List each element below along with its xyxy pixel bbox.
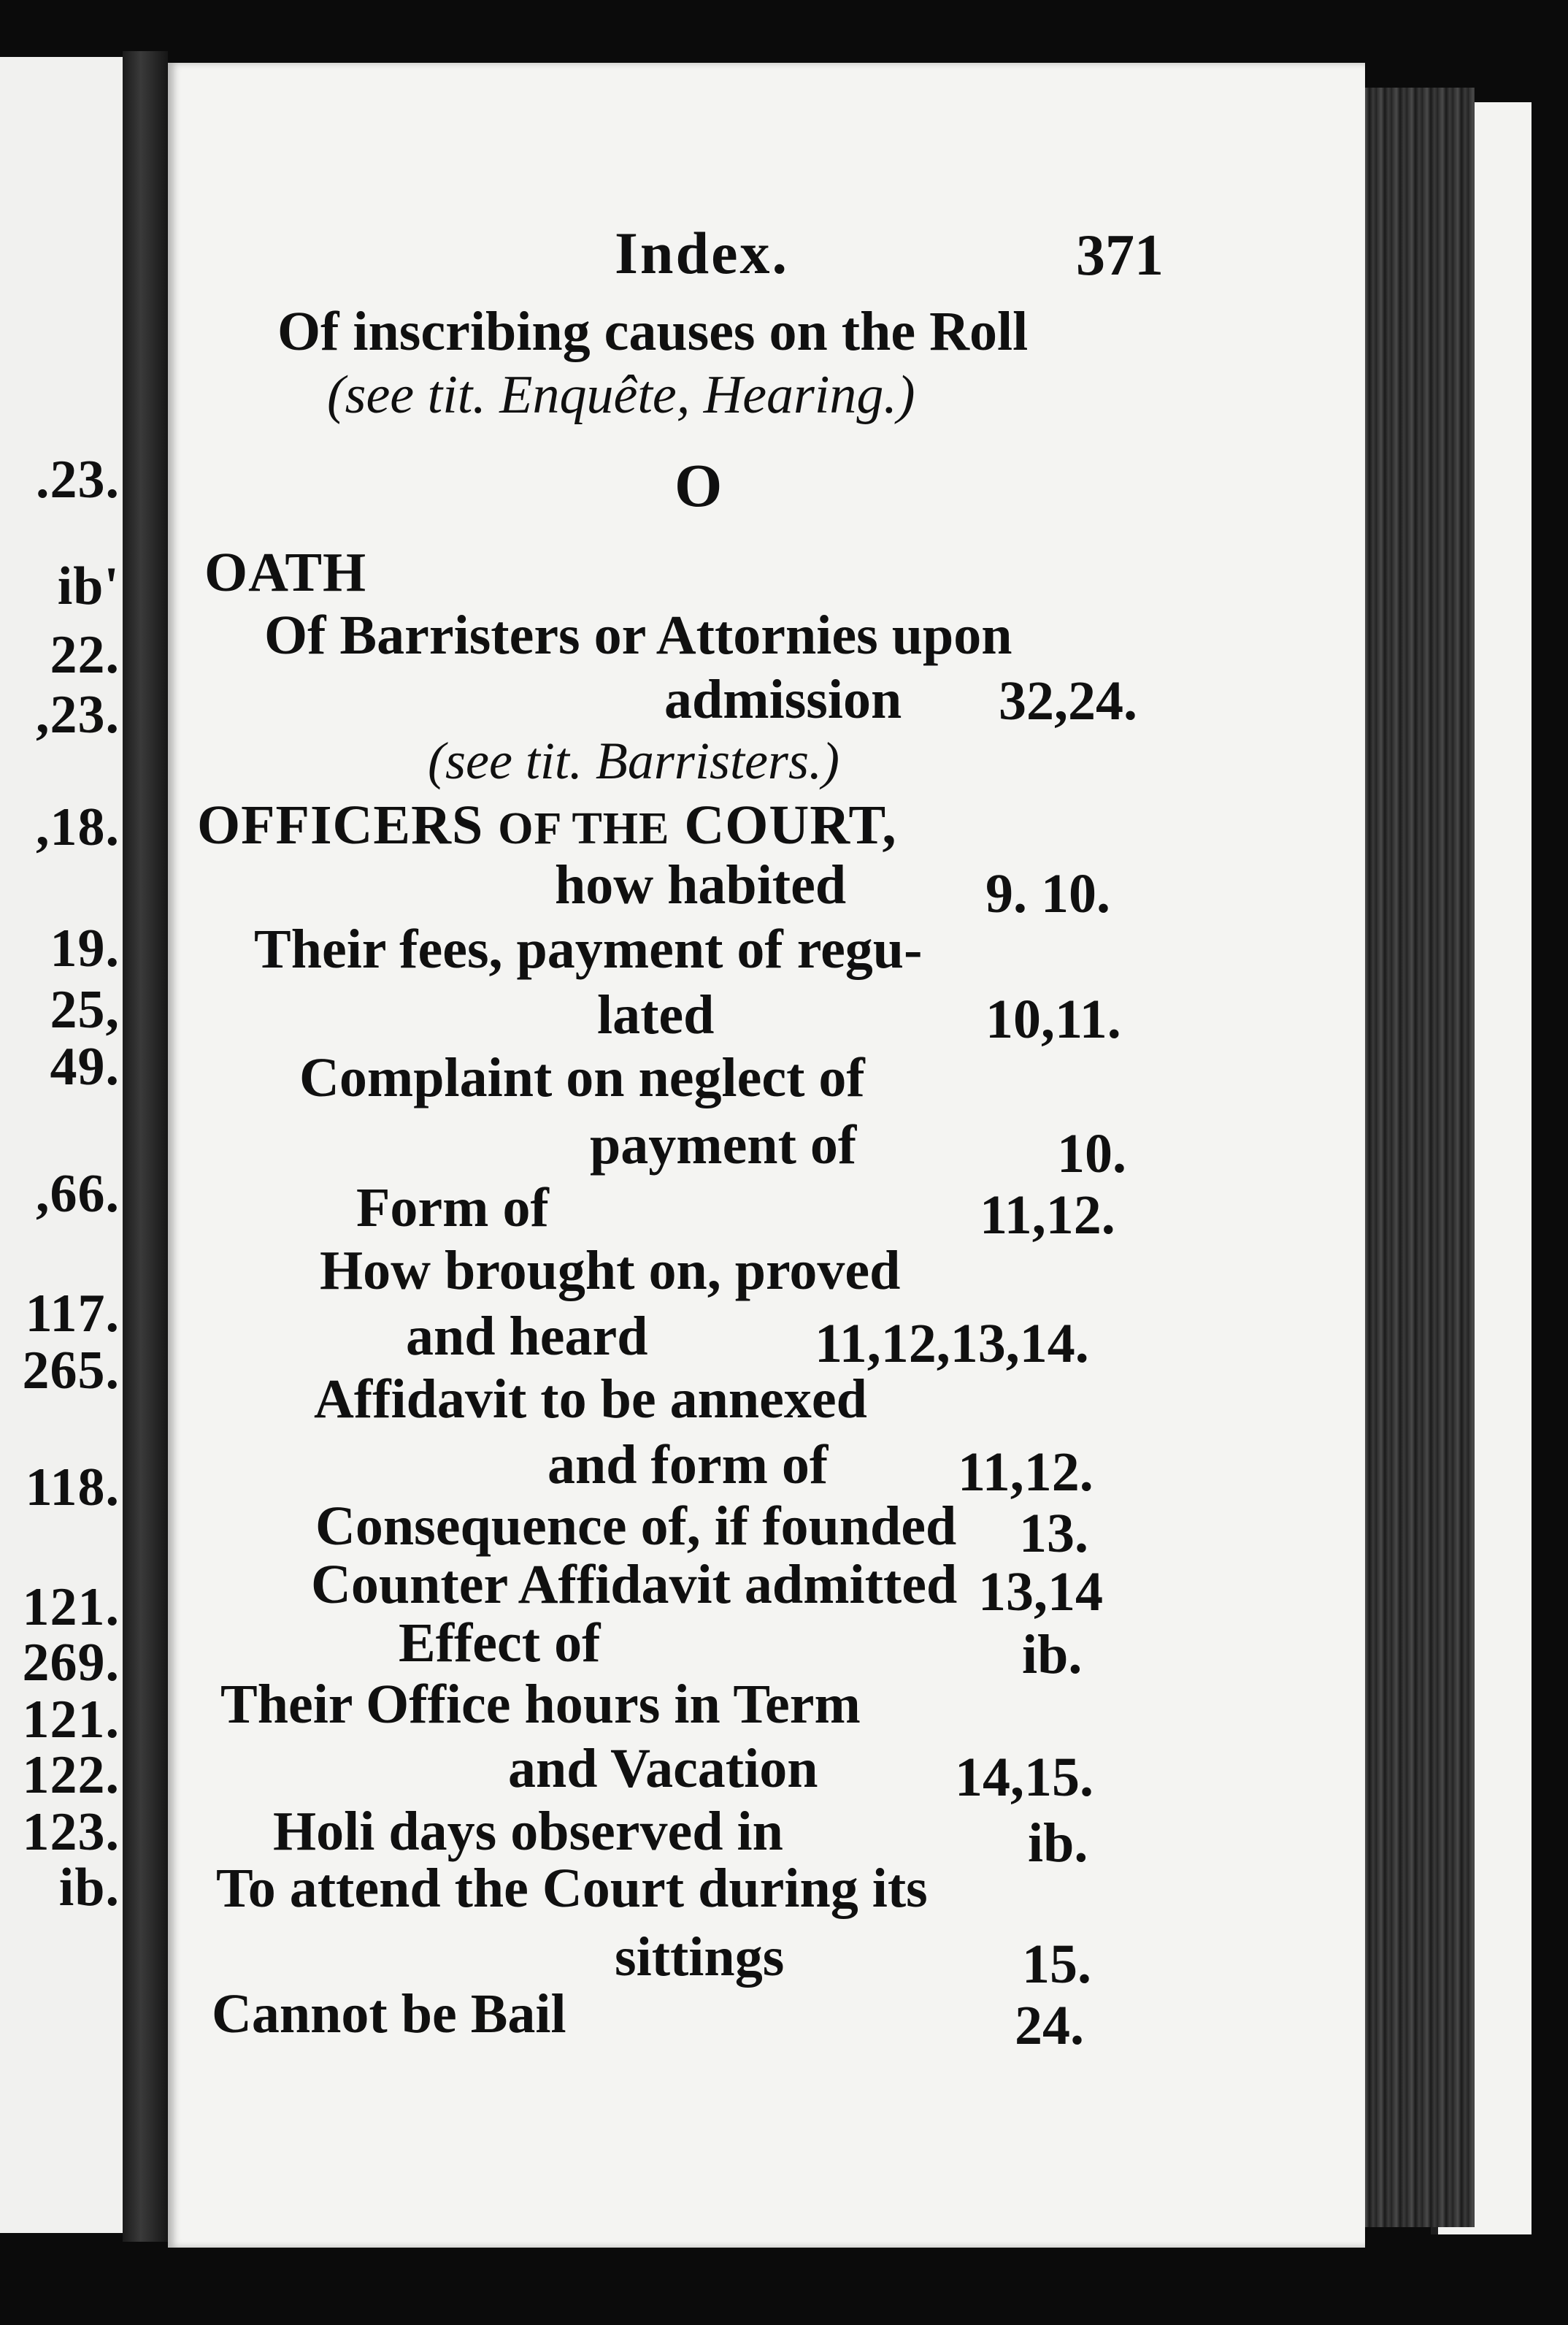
index-heading: OATH: [204, 542, 367, 603]
section-letter: O: [675, 452, 723, 520]
index-entry-continued: and Vacation: [508, 1738, 818, 1799]
index-entry-continued: lated: [597, 984, 715, 1046]
left-page-number: ,66.: [36, 1164, 120, 1224]
index-entry: Counter Affidavit admitted: [311, 1554, 958, 1615]
page-number: 371: [1076, 223, 1164, 288]
index-entry: Holi days observed in: [273, 1801, 783, 1862]
index-entry-continued: payment of: [590, 1114, 857, 1176]
heading-main: OFFICERS: [197, 794, 484, 856]
previous-page-fragment: [0, 57, 127, 2233]
index-entry: Form of: [356, 1177, 549, 1238]
running-head: Index.: [615, 220, 790, 286]
index-entry: Their fees, payment of regu-: [254, 919, 923, 980]
cross-reference: (see tit. Barristers.): [428, 732, 839, 790]
index-heading: [197, 794, 897, 856]
heading-small-caps: OF THE: [498, 804, 670, 854]
left-page-number: ib.: [58, 1858, 120, 1918]
index-entry: How brought on, proved: [320, 1240, 901, 1301]
book-gutter: [123, 51, 168, 2242]
left-page-number: 25,: [50, 980, 120, 1040]
left-page-number: ,18.: [36, 797, 120, 857]
index-entry: Consequence of, if founded: [315, 1495, 957, 1557]
cross-reference: (see tit. Enquête, Hearing.): [327, 365, 915, 425]
left-page-number: .23.: [36, 450, 120, 510]
left-page-number: 22.: [50, 625, 120, 685]
page-reference: 10.: [1057, 1123, 1126, 1184]
left-page-number: 49.: [50, 1037, 120, 1097]
left-page-number: 118.: [25, 1458, 120, 1517]
left-page-number: 117.: [25, 1284, 120, 1344]
page-reference: 9. 10.: [985, 863, 1110, 924]
page-reference: 15.: [1022, 1934, 1091, 1995]
index-entry-continued: and form of: [547, 1434, 829, 1495]
page-reference: 11,12.: [980, 1184, 1115, 1246]
index-entry-continued: sittings: [615, 1926, 785, 1988]
index-entry: Effect of: [399, 1612, 601, 1674]
left-page-number: ib': [57, 556, 120, 616]
index-entry: Of Barristers or Attornies upon: [264, 605, 1012, 666]
page-reference: 11,12,13,14.: [815, 1313, 1089, 1374]
heading-end: COURT,: [684, 794, 897, 856]
index-page: [168, 63, 1365, 2248]
left-page-number: 123.: [22, 1802, 120, 1862]
left-page-number: 19.: [50, 919, 120, 978]
left-page-number: 269.: [22, 1633, 120, 1693]
left-page-number: ,23.: [36, 685, 120, 745]
index-entry-continued: admission: [664, 669, 902, 730]
page-reference: 24.: [1015, 1995, 1084, 2056]
index-entry: Their Office hours in Term: [220, 1674, 861, 1735]
left-page-number: 122.: [22, 1745, 120, 1805]
index-entry: Complaint on neglect of: [299, 1047, 865, 1108]
left-page-number: 121.: [22, 1577, 120, 1637]
page-reference: 32,24.: [999, 670, 1137, 732]
index-entry: To attend the Court during its: [216, 1858, 928, 1919]
page-reference: 13,14: [978, 1561, 1103, 1623]
index-entry: Cannot be Bail: [212, 1983, 566, 2045]
page-reference: 10,11.: [985, 989, 1121, 1050]
index-entry-continued: how habited: [555, 854, 847, 916]
left-page-number: 121.: [22, 1690, 120, 1750]
page-reference: ib.: [1022, 1624, 1083, 1685]
page-reference: 13.: [1019, 1503, 1088, 1564]
page-reference: 14,15.: [955, 1747, 1094, 1808]
left-page-number: 265.: [22, 1341, 120, 1401]
page-reference: 11,12.: [958, 1441, 1094, 1503]
index-entry: Affidavit to be annexed: [314, 1368, 867, 1430]
index-entry-continued: and heard: [406, 1306, 648, 1367]
index-entry: Of inscribing causes on the Roll: [277, 301, 1029, 362]
page-reference: ib.: [1028, 1812, 1088, 1874]
